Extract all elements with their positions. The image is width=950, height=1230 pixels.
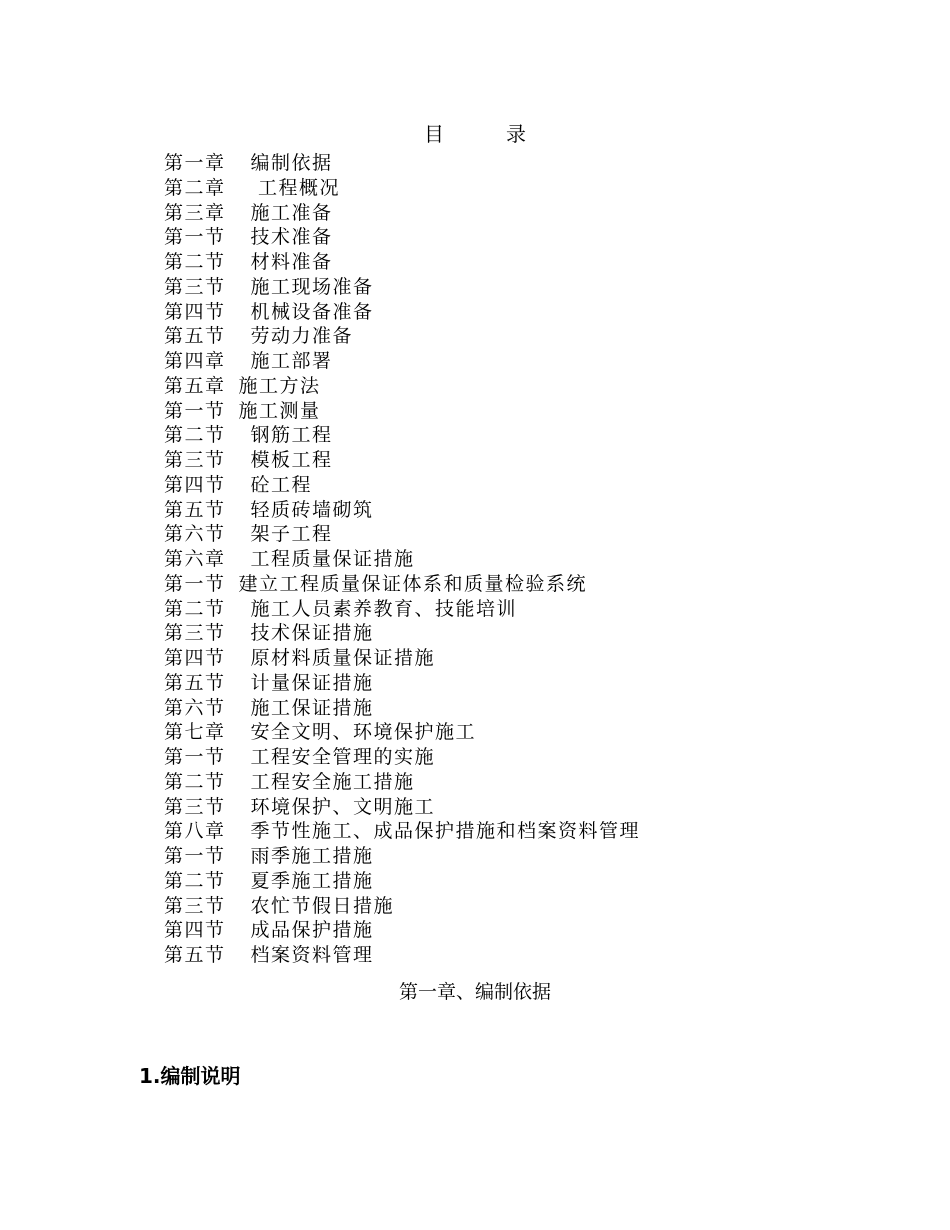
toc-entry-title: 施工部署	[250, 350, 333, 372]
toc-entry-number: 第二节	[164, 424, 226, 447]
toc-entry[interactable]	[164, 943, 640, 968]
toc-entry-title: 材料准备	[250, 251, 333, 273]
toc-entry-number: 第五节	[164, 671, 226, 694]
toc-entry[interactable]	[164, 869, 640, 894]
toc-entry[interactable]	[164, 225, 640, 250]
toc-entry-number: 第二节	[164, 869, 226, 892]
toc-entry[interactable]	[164, 473, 640, 498]
toc-entry-title: 模板工程	[250, 449, 333, 471]
toc-entry-number: 第四节	[164, 647, 226, 669]
toc-entry-title: 成品保护措施	[250, 919, 374, 942]
toc-entry[interactable]	[164, 696, 640, 721]
toc-entry-number: 第二章	[164, 176, 226, 199]
toc-entry-number: 第一节	[164, 399, 226, 422]
toc-entry-number: 第一节	[164, 746, 226, 768]
toc-entry-number: 第四节	[164, 300, 226, 323]
toc-entry-title: 工程质量保证措施	[250, 548, 415, 570]
toc-entry[interactable]	[164, 324, 640, 349]
toc-entry[interactable]	[164, 275, 640, 300]
toc-entry[interactable]	[164, 498, 640, 523]
toc-title-left: 目	[424, 122, 444, 146]
toc-entry[interactable]	[164, 300, 640, 325]
toc-entry-title: 砼工程	[250, 473, 313, 496]
toc-entry[interactable]	[164, 572, 640, 597]
toc-entry-number: 第一节	[164, 572, 226, 595]
toc-entry-number: 第六节	[164, 523, 226, 546]
toc-entry-number: 第三章	[164, 201, 226, 224]
toc-title-right: 录	[506, 122, 526, 146]
toc-entry-number: 第一节	[164, 845, 226, 867]
toc-entry[interactable]	[164, 819, 640, 844]
toc-entry[interactable]	[164, 547, 640, 572]
toc-entry[interactable]	[164, 646, 640, 671]
toc-entry[interactable]	[164, 374, 640, 399]
section-heading: 1.编制说明	[139, 1064, 241, 1088]
toc-entry-title: 环境保护、文明施工	[250, 795, 436, 818]
toc-entry-title: 架子工程	[250, 523, 333, 546]
toc-entry-number: 第二节	[164, 251, 226, 273]
toc-entry-title: 施工方法	[238, 374, 321, 397]
table-of-contents	[164, 151, 640, 968]
toc-entry-title: 工程安全管理的实施	[250, 746, 436, 768]
toc-entry-title: 施工准备	[250, 201, 333, 224]
toc-entry-number: 第四节	[164, 473, 226, 496]
toc-entry-number: 第六章	[164, 548, 226, 570]
toc-entry[interactable]	[164, 795, 640, 820]
toc-entry-title: 雨季施工措施	[250, 845, 374, 867]
toc-entry[interactable]	[164, 844, 640, 869]
toc-entry-title: 技术保证措施	[250, 622, 374, 645]
toc-entry-number: 第五章	[164, 374, 226, 397]
toc-entry[interactable]	[164, 399, 640, 424]
toc-entry-title: 夏季施工措施	[250, 869, 374, 892]
toc-entry[interactable]	[164, 745, 640, 770]
toc-entry[interactable]	[164, 918, 640, 943]
toc-entry-title: 钢筋工程	[250, 424, 333, 447]
toc-entry-title: 原材料质量保证措施	[250, 647, 436, 669]
toc-entry[interactable]	[164, 349, 640, 374]
toc-entry-title: 农忙节假日措施	[250, 894, 395, 917]
toc-entry-title: 劳动力准备	[250, 325, 354, 348]
chapter-heading: 第一章、编制依据	[398, 981, 551, 1003]
toc-entry[interactable]	[164, 597, 640, 622]
toc-entry[interactable]	[164, 448, 640, 473]
toc-entry-title: 安全文明、环境保护施工	[250, 721, 477, 744]
toc-entry-number: 第七章	[164, 721, 226, 744]
toc-entry-number: 第三节	[164, 622, 226, 645]
toc-entry-title: 机械设备准备	[250, 300, 374, 323]
toc-entry-title: 施工人员素养教育、技能培训	[250, 597, 518, 620]
toc-entry-title: 计量保证措施	[250, 671, 374, 694]
toc-entry[interactable]	[164, 201, 640, 226]
toc-entry-number: 第三节	[164, 449, 226, 471]
toc-entry-number: 第三节	[164, 894, 226, 917]
toc-entry[interactable]	[164, 621, 640, 646]
toc-entry[interactable]	[164, 671, 640, 696]
toc-entry-title: 施工保证措施	[250, 696, 374, 719]
toc-entry[interactable]	[164, 894, 640, 919]
toc-entry-number: 第一章	[164, 152, 226, 174]
toc-entry[interactable]	[164, 423, 640, 448]
toc-entry-number: 第五节	[164, 944, 226, 966]
toc-entry-number: 第三节	[164, 275, 226, 298]
toc-entry-title: 工程安全施工措施	[250, 770, 415, 793]
toc-entry-number: 第三节	[164, 795, 226, 818]
toc-entry-title: 轻质砖墙砌筑	[250, 498, 374, 521]
toc-entry-title: 季节性施工、成品保护措施和档案资料管理	[250, 820, 641, 843]
toc-entry[interactable]	[164, 770, 640, 795]
toc-entry-number: 第四节	[164, 919, 226, 942]
toc-entry[interactable]	[164, 176, 640, 201]
toc-entry-title: 施工现场准备	[250, 275, 374, 298]
toc-entry-number: 第四章	[164, 350, 226, 372]
toc-entry-title: 档案资料管理	[250, 944, 374, 966]
toc-entry[interactable]	[164, 151, 640, 176]
toc-entry[interactable]	[164, 522, 640, 547]
toc-entry-number: 第二节	[164, 770, 226, 793]
toc-entry-title: 编制依据	[250, 152, 333, 174]
toc-entry-title: 建立工程质量保证体系和质量检验系统	[238, 572, 588, 595]
toc-entry-number: 第一节	[164, 226, 226, 249]
toc-entry-title: 技术准备	[250, 226, 333, 249]
toc-entry-title: 施工测量	[238, 399, 321, 422]
toc-entry-number: 第五节	[164, 325, 226, 348]
toc-entry-number: 第五节	[164, 498, 226, 521]
toc-entry-title: 工程概况	[250, 176, 341, 199]
toc-entry-number: 第六节	[164, 696, 226, 719]
toc-title	[0, 120, 950, 148]
toc-entry-number: 第二节	[164, 597, 226, 620]
toc-entry-number: 第八章	[164, 820, 226, 843]
toc-entry[interactable]	[164, 720, 640, 745]
toc-entry[interactable]	[164, 250, 640, 275]
